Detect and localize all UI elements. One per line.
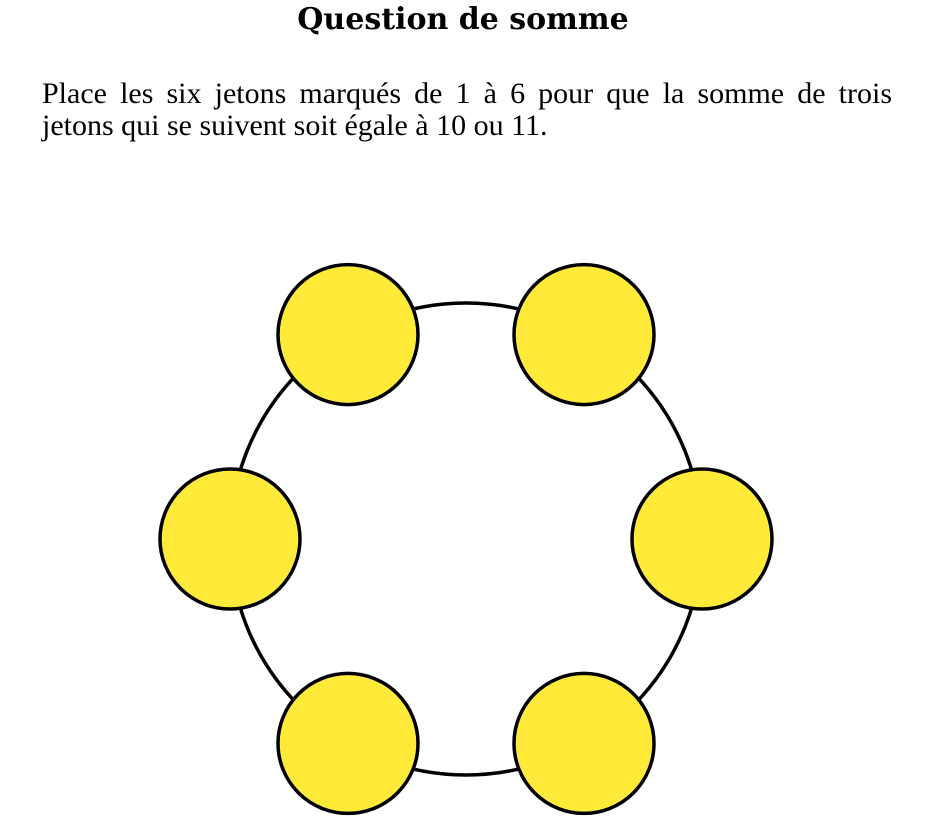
token-slot-6[interactable] bbox=[514, 265, 654, 405]
token-slot-3[interactable] bbox=[278, 673, 418, 813]
token-slot-2[interactable] bbox=[514, 673, 654, 813]
token-slot-4[interactable] bbox=[160, 469, 300, 609]
token-slot-1[interactable] bbox=[632, 469, 772, 609]
problem-statement: Place les six jetons marqués de 1 à 6 pour que la somme de trois jetons qui se suivent soit égale à 10 ou 11. bbox=[42, 77, 892, 142]
token-slot-5[interactable] bbox=[278, 265, 418, 405]
token-slots[interactable] bbox=[160, 265, 772, 814]
page-title: Question de somme bbox=[297, 2, 629, 37]
